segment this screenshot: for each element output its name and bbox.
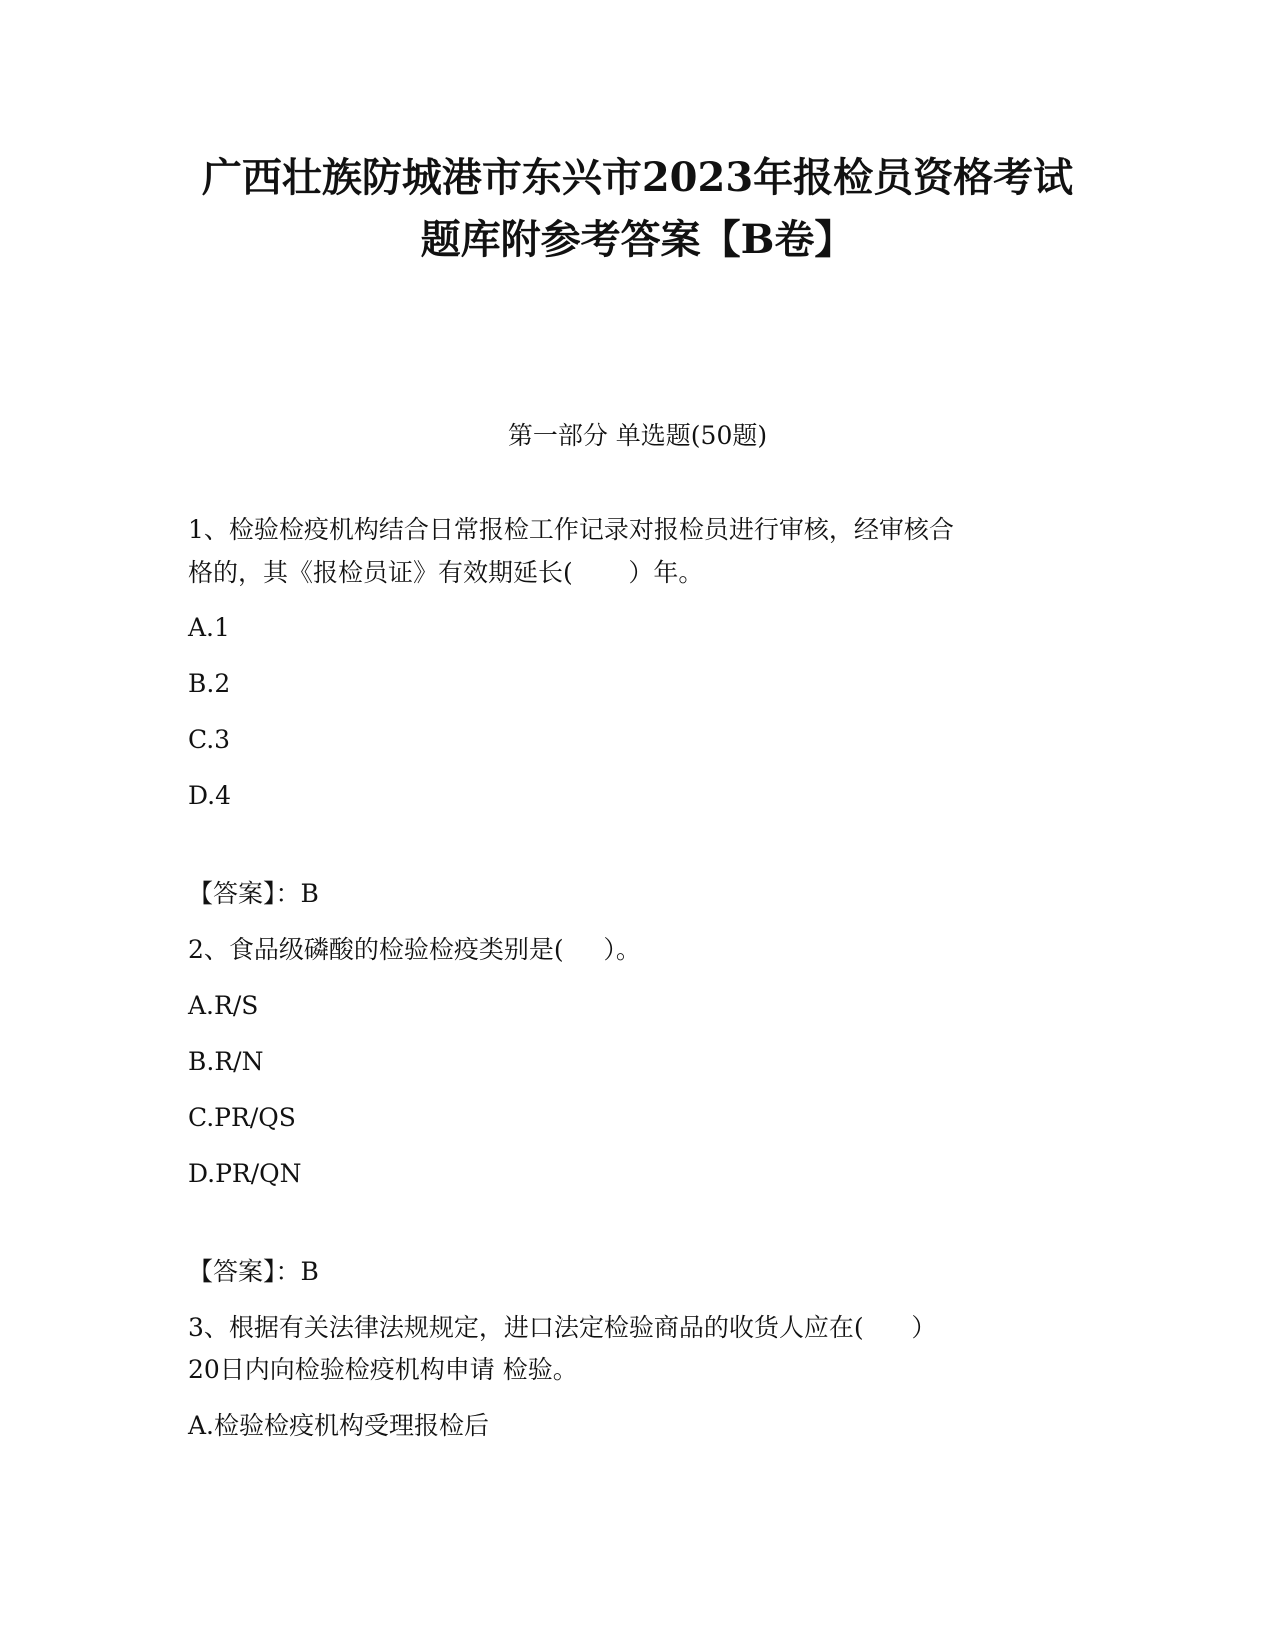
question-1-stem-line-2: 格的，其《报检员证》有效期延长( ）年。: [188, 558, 704, 587]
question-3-option-a: A.检验检疫机构受理报检后: [188, 1411, 490, 1440]
document-title-line-1: 广西壮族防城港市东兴市2023年报检员资格考试: [201, 154, 1074, 201]
section-heading: 第一部分 单选题(50题): [507, 421, 768, 450]
question-1-answer: 【答案】：B: [188, 879, 319, 908]
question-2-option-d: D.PR/QN: [188, 1159, 302, 1188]
question-2-stem-line-1: 2、食品级磷酸的检验检疫类别是( ）。: [188, 935, 641, 964]
question-1-stem-line-1: 1、检验检疫机构结合日常报检工作记录对报检员进行审核，经审核合: [188, 515, 954, 544]
question-2-option-b: B.R/N: [188, 1047, 264, 1076]
question-2-answer: 【答案】：B: [188, 1257, 319, 1286]
document-title-line-2: 题库附参考答案【B卷】: [420, 216, 855, 263]
question-1-option-b: B.2: [188, 669, 231, 698]
question-1-option-a: A.1: [188, 613, 230, 642]
question-1-option-d: D.4: [188, 781, 232, 810]
question-3-stem-line-2: 20日内向检验检疫机构申请 检验。: [188, 1355, 578, 1384]
question-2-option-a: A.R/S: [188, 991, 259, 1020]
question-1-option-c: C.3: [188, 725, 231, 754]
question-3-stem-line-1: 3、根据有关法律法规规定，进口法定检验商品的收货人应在( ）: [188, 1313, 937, 1342]
question-2-option-c: C.PR/QS: [188, 1103, 296, 1132]
